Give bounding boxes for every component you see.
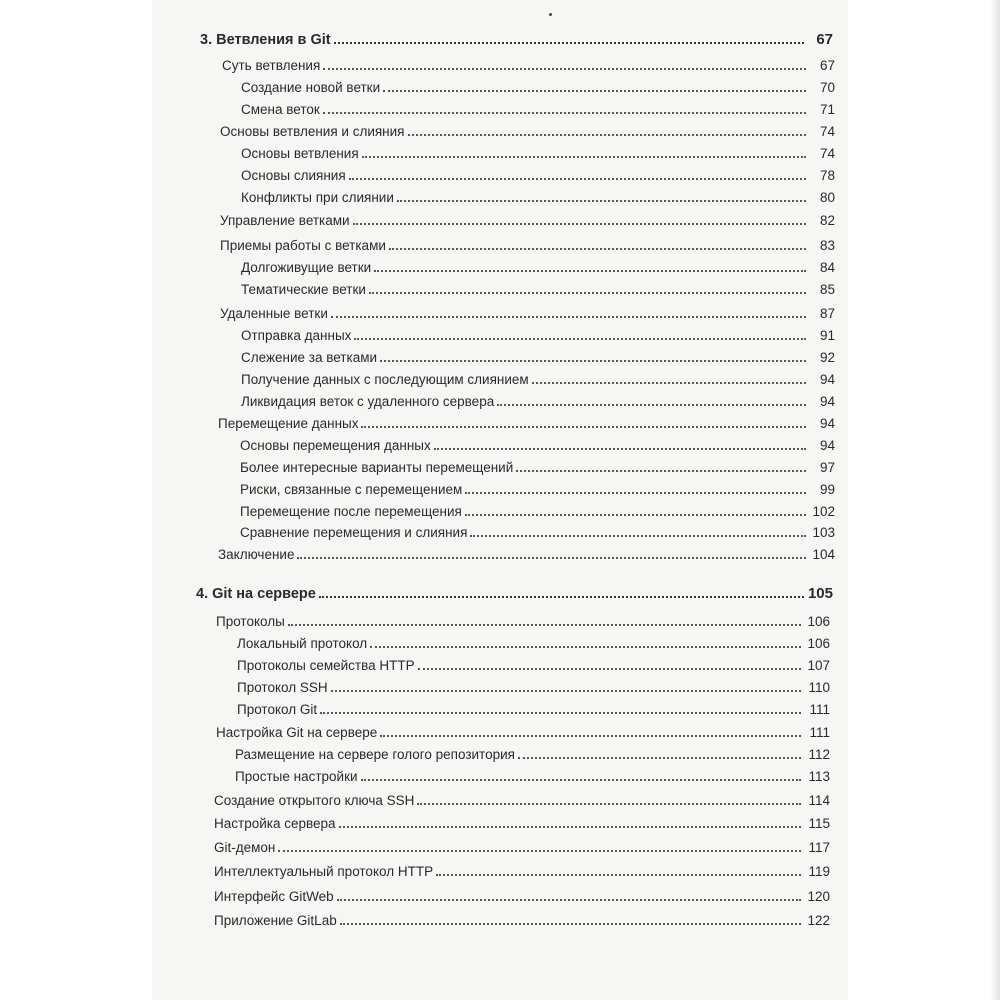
toc-leader xyxy=(516,470,806,472)
toc-entry-title: Отправка данных xyxy=(241,328,352,343)
toc-page-number: 97 xyxy=(819,460,835,475)
toc-leader xyxy=(370,646,801,648)
toc-entry xyxy=(218,410,835,432)
toc-leader xyxy=(349,178,806,180)
toc-leader xyxy=(408,134,807,136)
toc-page-number: 111 xyxy=(809,702,830,717)
toc-entry-title: Заключение xyxy=(218,547,295,562)
toc-leader xyxy=(518,757,801,759)
page-edge-shadow xyxy=(990,0,1000,1000)
toc-page-number: 74 xyxy=(819,146,835,161)
toc-entry xyxy=(241,96,835,118)
toc-entry xyxy=(214,810,830,832)
toc-leader xyxy=(361,779,801,781)
toc-entry xyxy=(222,52,835,74)
toc-entry-title: Суть ветвления xyxy=(222,58,321,73)
toc-page-number: 111 xyxy=(809,725,830,740)
toc-leader xyxy=(532,382,806,384)
toc-leader xyxy=(417,803,801,805)
toc-entry-title: Интеллектуальный протокол HTTP xyxy=(214,864,434,879)
toc-page-number: 110 xyxy=(808,680,830,695)
toc-leader xyxy=(297,557,806,559)
toc-page-number: 67 xyxy=(816,31,833,48)
toc-page-number: 87 xyxy=(819,306,835,321)
toc-leader xyxy=(323,68,806,70)
toc-page-number: 74 xyxy=(819,124,835,139)
toc-page-number: 106 xyxy=(807,636,830,651)
toc-entry-title: Простые настройки xyxy=(235,769,358,784)
toc-page-number: 91 xyxy=(819,328,835,343)
toc-page-number: 70 xyxy=(819,80,835,95)
toc-leader xyxy=(334,42,804,44)
toc-entry-title: Управление ветками xyxy=(220,213,350,228)
toc-entry xyxy=(241,254,835,276)
toc-page-number: 94 xyxy=(819,438,835,453)
toc-entry-title: Основы ветвления и слияния xyxy=(220,124,405,139)
toc-leader xyxy=(278,850,801,852)
toc-leader xyxy=(340,923,801,925)
toc-leader xyxy=(470,535,806,537)
toc-entry xyxy=(241,162,835,184)
toc-page-number: 94 xyxy=(819,416,835,431)
toc-page-number: 115 xyxy=(808,816,830,831)
toc-entry-title: Размещение на сервере голого репозитория xyxy=(235,747,515,762)
toc-entry-title: Создание открытого ключа SSH xyxy=(214,793,415,808)
toc-page-number: 71 xyxy=(819,102,835,117)
toc-chapter-title: 3. Ветвления в Git xyxy=(200,32,331,48)
toc-entry xyxy=(235,741,830,763)
toc-entry xyxy=(216,608,830,630)
toc-entry-title: Протокол Git xyxy=(237,702,318,717)
toc-leader xyxy=(465,492,806,494)
toc-chapter-4 xyxy=(196,580,833,602)
toc-entry xyxy=(240,476,835,498)
toc-entry xyxy=(240,432,835,454)
toc-leader xyxy=(320,712,801,714)
toc-leader xyxy=(418,668,801,670)
toc-entry xyxy=(214,787,830,809)
toc-entry xyxy=(237,630,830,652)
toc-entry xyxy=(216,719,830,741)
toc-leader xyxy=(362,156,806,158)
toc-page-number: 94 xyxy=(819,394,835,409)
toc-entry xyxy=(241,322,835,344)
toc-leader xyxy=(380,360,806,362)
toc-entry xyxy=(241,366,835,388)
toc-leader xyxy=(380,735,801,737)
toc-entry-title: Тематические ветки xyxy=(241,282,366,297)
toc-entry xyxy=(237,696,830,718)
toc-leader xyxy=(323,112,806,114)
toc-page-number: 94 xyxy=(819,372,835,387)
toc-entry-title: Протокол SSH xyxy=(237,680,328,695)
toc-entry xyxy=(220,300,835,322)
toc-leader xyxy=(288,624,801,626)
toc-entry-title: Приложение GitLab xyxy=(214,913,337,928)
toc-entry-title: Интерфейс GitWeb xyxy=(214,889,334,904)
toc-entry xyxy=(214,834,830,856)
toc-entry-title: Долгоживущие ветки xyxy=(241,260,372,275)
toc-leader xyxy=(434,448,806,450)
toc-entry-title: Риски, связанные с перемещением xyxy=(240,482,463,497)
toc-leader xyxy=(339,826,801,828)
toc-page-number: 117 xyxy=(808,840,830,855)
toc-page-number: 113 xyxy=(808,769,830,784)
toc-entry-title: Ликвидация веток с удаленного сервера xyxy=(241,394,495,409)
toc-leader xyxy=(354,338,806,340)
toc-entry-title: Слежение за ветками xyxy=(241,350,378,365)
toc-page-number: 92 xyxy=(819,350,835,365)
toc-page-number: 112 xyxy=(808,747,830,762)
toc-page-number: 83 xyxy=(819,238,835,253)
toc-page-number: 114 xyxy=(808,793,830,808)
toc-entry-title: Основы ветвления xyxy=(241,146,359,161)
toc-page-number: 80 xyxy=(819,190,835,205)
toc-entry xyxy=(214,907,830,929)
toc-entry xyxy=(235,763,830,785)
toc-entry-title: Удаленные ветки xyxy=(220,306,328,321)
toc-leader xyxy=(331,690,801,692)
toc-page-number: 119 xyxy=(808,864,830,879)
toc-entry-title: Сравнение перемещения и слияния xyxy=(240,525,468,540)
toc-page-number: 99 xyxy=(819,482,835,497)
toc-entry xyxy=(241,74,835,96)
toc-leader xyxy=(361,426,806,428)
toc-page-number: 102 xyxy=(812,504,835,519)
toc-chapter-3 xyxy=(200,26,833,48)
toc-entry xyxy=(240,454,835,476)
toc-entry-title: Настройка Git на сервере xyxy=(216,725,378,740)
toc-entry xyxy=(214,858,830,880)
toc-entry xyxy=(241,388,835,410)
toc-entry-title: Перемещение данных xyxy=(218,416,359,431)
toc-entry-title: Локальный протокол xyxy=(237,636,368,651)
toc-page-number: 104 xyxy=(812,547,835,562)
toc-page-number: 107 xyxy=(807,658,830,673)
toc-entry xyxy=(220,118,835,140)
toc-entry xyxy=(220,232,835,254)
toc-entry-title: Перемещение после перемещения xyxy=(240,504,462,519)
toc-entry xyxy=(241,184,835,206)
toc-leader xyxy=(389,248,806,250)
toc-entry-title: Протоколы семейства HTTP xyxy=(237,658,415,673)
toc-page-number: 84 xyxy=(819,260,835,275)
toc-page-number: 122 xyxy=(807,913,830,928)
toc-entry xyxy=(237,674,830,696)
toc-entry-title: Получение данных с последующим слиянием xyxy=(241,372,529,387)
toc-leader xyxy=(397,200,806,202)
toc-leader xyxy=(319,596,804,598)
toc-leader xyxy=(369,292,806,294)
toc-leader xyxy=(497,404,806,406)
toc-page-number: 106 xyxy=(807,614,830,629)
toc-entry-title: Смена веток xyxy=(241,102,320,117)
toc-leader xyxy=(374,270,806,272)
ink-speck xyxy=(549,13,552,16)
toc-entry-title: Приемы работы с ветками xyxy=(220,238,386,253)
toc-entry xyxy=(241,344,835,366)
toc-entry xyxy=(241,140,835,162)
toc-page-number: 105 xyxy=(807,585,833,602)
toc-page-number: 78 xyxy=(819,168,835,183)
toc-entry xyxy=(237,652,830,674)
toc-entry-title: Настройка сервера xyxy=(214,816,336,831)
toc-entry xyxy=(241,276,835,298)
toc-entry-title: Более интересные варианты перемещений xyxy=(240,460,514,475)
toc-leader xyxy=(436,874,801,876)
toc-entry xyxy=(220,207,835,229)
toc-entry-title: Протоколы xyxy=(216,614,285,629)
toc-page-number: 67 xyxy=(819,58,835,73)
toc-leader xyxy=(465,514,806,516)
toc-entry-title: Основы слияния xyxy=(241,168,346,183)
toc-leader xyxy=(337,899,801,901)
toc-entry xyxy=(240,519,835,541)
toc-page-number: 85 xyxy=(819,282,835,297)
toc-chapter-title: 4. Git на сервере xyxy=(196,586,316,602)
toc-entry xyxy=(218,541,835,563)
toc-entry-title: Конфликты при слиянии xyxy=(241,190,394,205)
toc-entry-title: Основы перемещения данных xyxy=(240,438,431,453)
toc-leader xyxy=(353,223,806,225)
toc-page-number: 82 xyxy=(819,213,835,228)
toc-entry xyxy=(214,883,830,905)
toc-entry-title: Git-демон xyxy=(214,840,276,855)
toc-leader xyxy=(331,316,806,318)
toc-entry-title: Создание новой ветки xyxy=(241,80,381,95)
toc-page-number: 120 xyxy=(807,889,830,904)
toc-entry xyxy=(240,498,835,520)
toc-page-number: 103 xyxy=(812,525,835,540)
toc-leader xyxy=(383,90,806,92)
